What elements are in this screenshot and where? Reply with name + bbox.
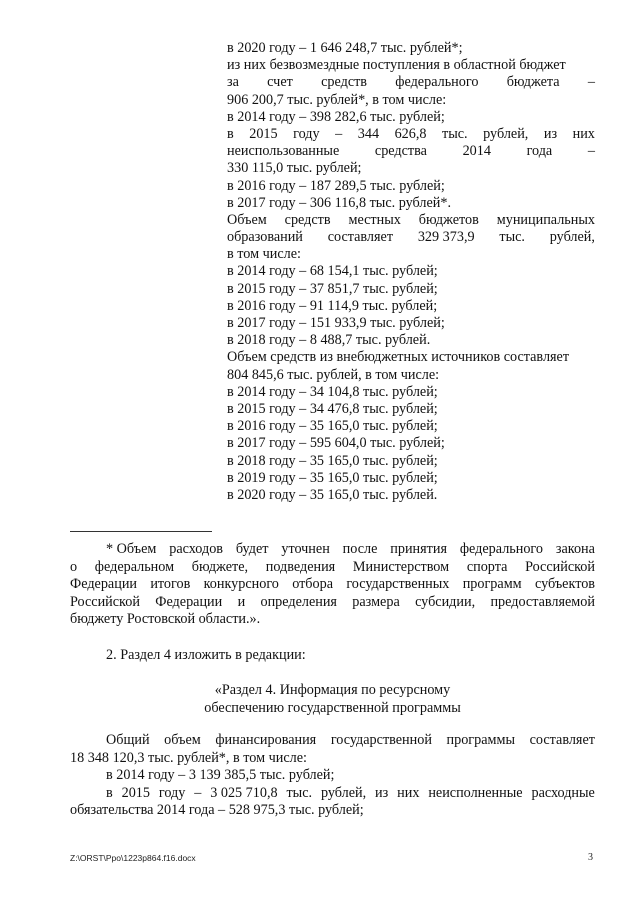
text-line: в 2020 году – 35 165,0 тыс. рублей.: [227, 486, 438, 503]
word: рублей,: [483, 125, 529, 142]
word: после: [342, 541, 378, 557]
word: Федерации: [155, 593, 223, 610]
text-line: в 2014 году – 34 104,8 тыс. рублей;: [227, 383, 438, 400]
text-line: в 2014 году – 3 139 385,5 тыс. рублей;: [106, 767, 335, 784]
word: году: [158, 784, 186, 801]
word: –: [335, 125, 343, 142]
word: конкурсного: [203, 576, 279, 593]
word: средств: [321, 74, 368, 91]
word: Общий: [106, 732, 150, 748]
word: тыс.: [442, 125, 468, 142]
text-line: из них безвозмездные поступления в областной бюджет: [227, 57, 566, 74]
justified-line: [70, 559, 595, 577]
word: составляет: [529, 732, 595, 748]
word: размера: [352, 593, 400, 610]
word: 2014: [462, 143, 491, 160]
word: –: [587, 143, 595, 160]
word: государственных: [346, 576, 450, 593]
text-line: 804 845,6 тыс. рублей, в том числе:: [227, 366, 440, 383]
word: рублей,: [549, 229, 595, 246]
file-path-footer: Z:\ORST\Ppo\1223p864.f16.docx: [70, 853, 196, 863]
word: федеральном: [94, 558, 175, 575]
justified-line: [227, 229, 595, 246]
text-line: в 2016 году – 187 289,5 тыс. рублей;: [227, 177, 445, 194]
word: подведения: [265, 558, 336, 575]
word: года: [526, 143, 553, 160]
word: закона: [555, 541, 595, 557]
text-line: в 2015 году – 34 476,8 тыс. рублей;: [227, 400, 438, 417]
word: рублей,: [320, 784, 367, 801]
word: них: [397, 784, 420, 801]
justified-line: [227, 126, 595, 143]
word: уточнен: [281, 541, 330, 557]
word: Российской: [525, 558, 595, 575]
text-line: 906 200,7 тыс. рублей*, в том числе:: [227, 91, 447, 108]
word: предоставляемой: [490, 593, 595, 610]
word: определения: [260, 593, 337, 610]
word: * Объем: [106, 541, 157, 557]
text-line: 18 348 120,3 тыс. рублей*, в том числе:: [70, 749, 307, 766]
section-title-line: обеспечению государственной программы: [204, 700, 461, 716]
word: финансирования: [215, 732, 317, 748]
word: принятия: [390, 541, 447, 557]
word: программ: [462, 576, 522, 593]
word: Министерством: [352, 558, 450, 575]
justified-line: [70, 541, 595, 559]
word: 2015: [121, 784, 150, 801]
justified-line: [70, 732, 595, 750]
justified-line: [70, 576, 595, 594]
word: государственной: [330, 732, 432, 748]
page-number: 3: [588, 852, 593, 863]
justified-line: [70, 785, 595, 803]
word: 626,8: [394, 125, 427, 142]
word: бюджетов: [418, 211, 479, 228]
text-line: 330 115,0 тыс. рублей;: [227, 160, 362, 177]
amendment-item: 2. Раздел 4 изложить в редакции:: [106, 647, 306, 663]
word: неиспользованные: [227, 143, 340, 160]
word: программы: [446, 732, 516, 748]
section-title-line: «Раздел 4. Информация по ресурсному: [214, 682, 451, 698]
justified-line: [227, 74, 595, 91]
word: муниципальных: [496, 211, 595, 228]
text-line: в 2018 году – 35 165,0 тыс. рублей;: [227, 452, 438, 469]
text-line: Объем средств из внебюджетных источников составляет: [227, 349, 570, 366]
text-line: в том числе:: [227, 246, 301, 263]
justified-line: [70, 594, 595, 612]
word: отбора: [292, 576, 334, 593]
text-line: бюджету Ростовской области.».: [70, 611, 261, 628]
text-line: в 2015 году – 37 851,7 тыс. рублей;: [227, 280, 438, 297]
word: местных: [348, 211, 401, 228]
word: 3 025 710,8: [210, 784, 278, 801]
section-body: [70, 732, 595, 820]
word: 329 373,9: [417, 229, 475, 246]
text-line: в 2017 году – 151 933,9 тыс. рублей;: [227, 315, 445, 331]
word: тыс.: [499, 229, 525, 246]
justified-line: [227, 212, 595, 229]
word: Российской: [70, 593, 140, 610]
word: в: [106, 784, 113, 801]
text-line: в 2014 году – 68 154,1 тыс. рублей;: [227, 263, 438, 280]
word: в: [227, 125, 234, 142]
text-line: обязательства 2014 года – 528 975,3 тыс. рублей;: [70, 802, 364, 819]
word: расходов: [169, 541, 223, 557]
word: итогов: [150, 576, 191, 593]
word: бюджете,: [191, 558, 249, 575]
text-line: в 2016 году – 91 114,9 тыс. рублей;: [227, 297, 438, 314]
word: федерального: [459, 541, 543, 557]
word: составляет: [327, 229, 394, 246]
word: субъектов: [534, 576, 595, 593]
text-line: в 2017 году – 595 604,0 тыс. рублей;: [227, 435, 445, 452]
text-line: в 2014 году – 398 282,6 тыс. рублей;: [227, 108, 445, 125]
text-line: в 2018 году – 8 488,7 тыс. рублей.: [227, 332, 431, 349]
word: счет: [267, 74, 293, 91]
word: и: [237, 593, 246, 610]
word: спорта: [466, 558, 508, 575]
word: Объем: [227, 211, 267, 228]
word: бюджета: [506, 74, 560, 91]
word: образований: [227, 229, 303, 246]
word: 2015: [249, 125, 278, 142]
footnote-separator: [70, 531, 212, 532]
word: о: [70, 558, 78, 575]
word: тыс.: [286, 784, 313, 801]
text-line: в 2016 году – 35 165,0 тыс. рублей;: [227, 418, 438, 435]
justified-line: [227, 143, 595, 160]
budget-breakdown-column: [227, 40, 595, 504]
word: субсидии,: [415, 593, 476, 610]
word: за: [227, 74, 239, 91]
word: из: [543, 125, 558, 142]
word: федерального: [395, 74, 479, 91]
word: объем: [164, 732, 201, 748]
word: неисполненные: [428, 784, 523, 801]
text-line: в 2020 году – 1 646 248,7 тыс. рублей*;: [227, 40, 463, 56]
word: расходные: [531, 784, 595, 801]
word: году: [293, 125, 320, 142]
word: будет: [235, 541, 269, 557]
section-header: [70, 681, 595, 717]
word: Федерации: [70, 576, 138, 593]
word: –: [587, 74, 595, 91]
word: средства: [374, 143, 427, 160]
word: из: [375, 784, 389, 801]
word: них: [572, 125, 595, 142]
text-line: в 2017 году – 306 116,8 тыс. рублей*.: [227, 194, 451, 211]
word: 344: [357, 125, 380, 142]
word: средств: [284, 211, 331, 228]
word: –: [194, 784, 202, 801]
text-line: в 2019 году – 35 165,0 тыс. рублей;: [227, 469, 438, 486]
footnote: [70, 541, 595, 629]
